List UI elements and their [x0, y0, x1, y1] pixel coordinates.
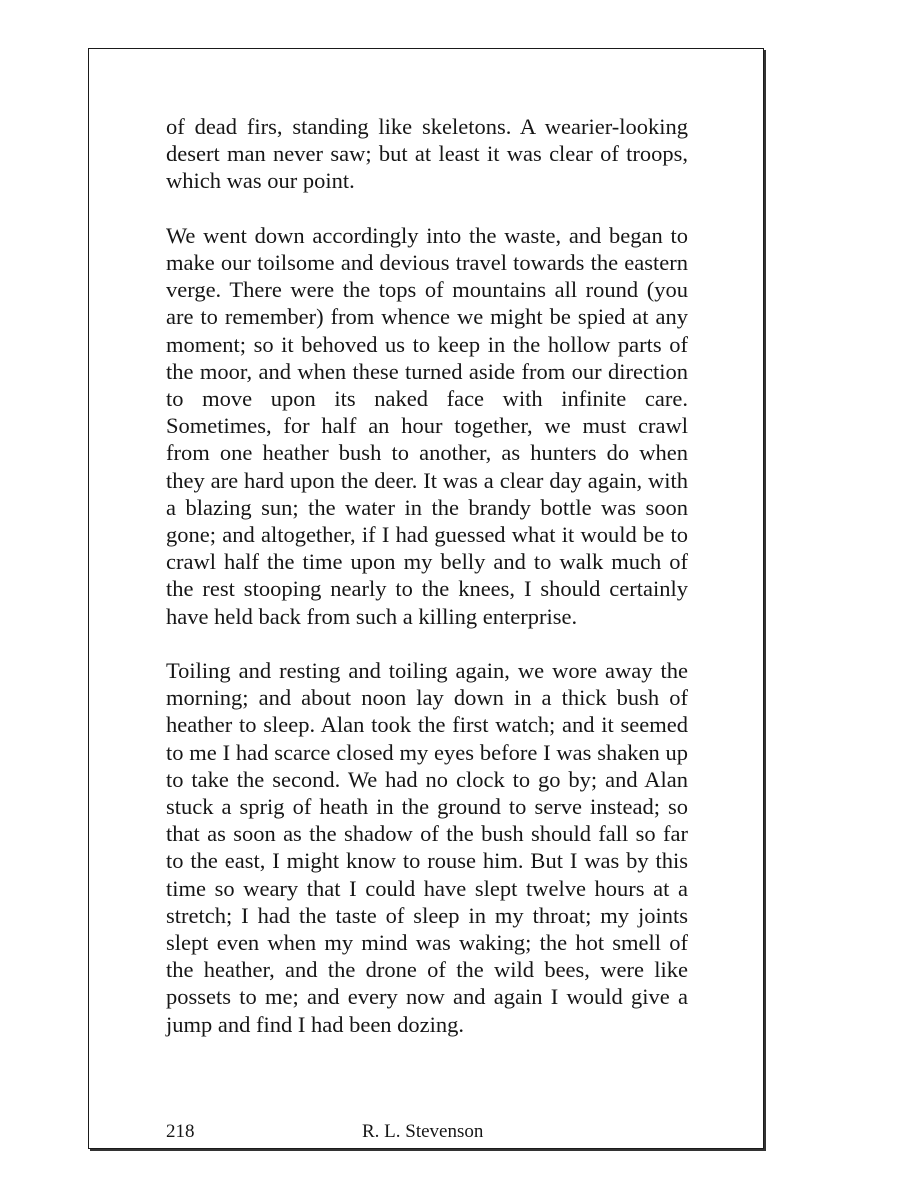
- paragraph-3: Toiling and resting and toiling again, we wore away the morning; and about noon lay down in a thick bush of heather to sleep. Alan took the first watch; and it seemed to me I had scarce closed my eyes before I was shaken up to take the second. We had no clock to go by; and Alan stuck a sprig of heath in the ground to serve instead; so that as soon as the shadow of the bush should fall so far to the east, I might know to rouse him. But I was by this time so weary that I could have slept twelve hours at a stretch; I had the taste of sleep in my throat; my joints slept even when my mind was waking; the hot smell of the heather, and the drone of the wild bees, were like possets to me; and every now and again I would give a jump and find I had been dozing.: [166, 658, 688, 1037]
- page-number: 218: [166, 1121, 195, 1142]
- book-page: [88, 48, 764, 1149]
- page-footer: [89, 1120, 763, 1144]
- paragraph-1: of dead firs, standing like skeletons. A wearier-looking desert man never saw; but at least it was clear of troops, which was our point.: [166, 114, 688, 194]
- body-text: [166, 113, 688, 1065]
- paragraph-2: We went down accordingly into the waste, and began to make our toilsome and devious travel towards the eastern verge. There were the tops of mountains all round (you are to remember) from whence we might be spied at any moment; so it behoved us to keep in the hollow parts of the moor, and when these turned aside from our direction to move upon its naked face with infinite care. Sometimes, for half an hour together, we must crawl from one heather bush to another, as hunters do when they are hard upon the deer. It was a clear day again, with a blazing sun; the water in the brandy bottle was soon gone; and altogether, if I had guessed what it would be to crawl half the time upon my belly and to walk much of the rest stooping nearly to the knees, I should certainly have held back from such a killing enterprise.: [166, 222, 688, 629]
- author-name: R. L. Stevenson: [362, 1121, 484, 1142]
